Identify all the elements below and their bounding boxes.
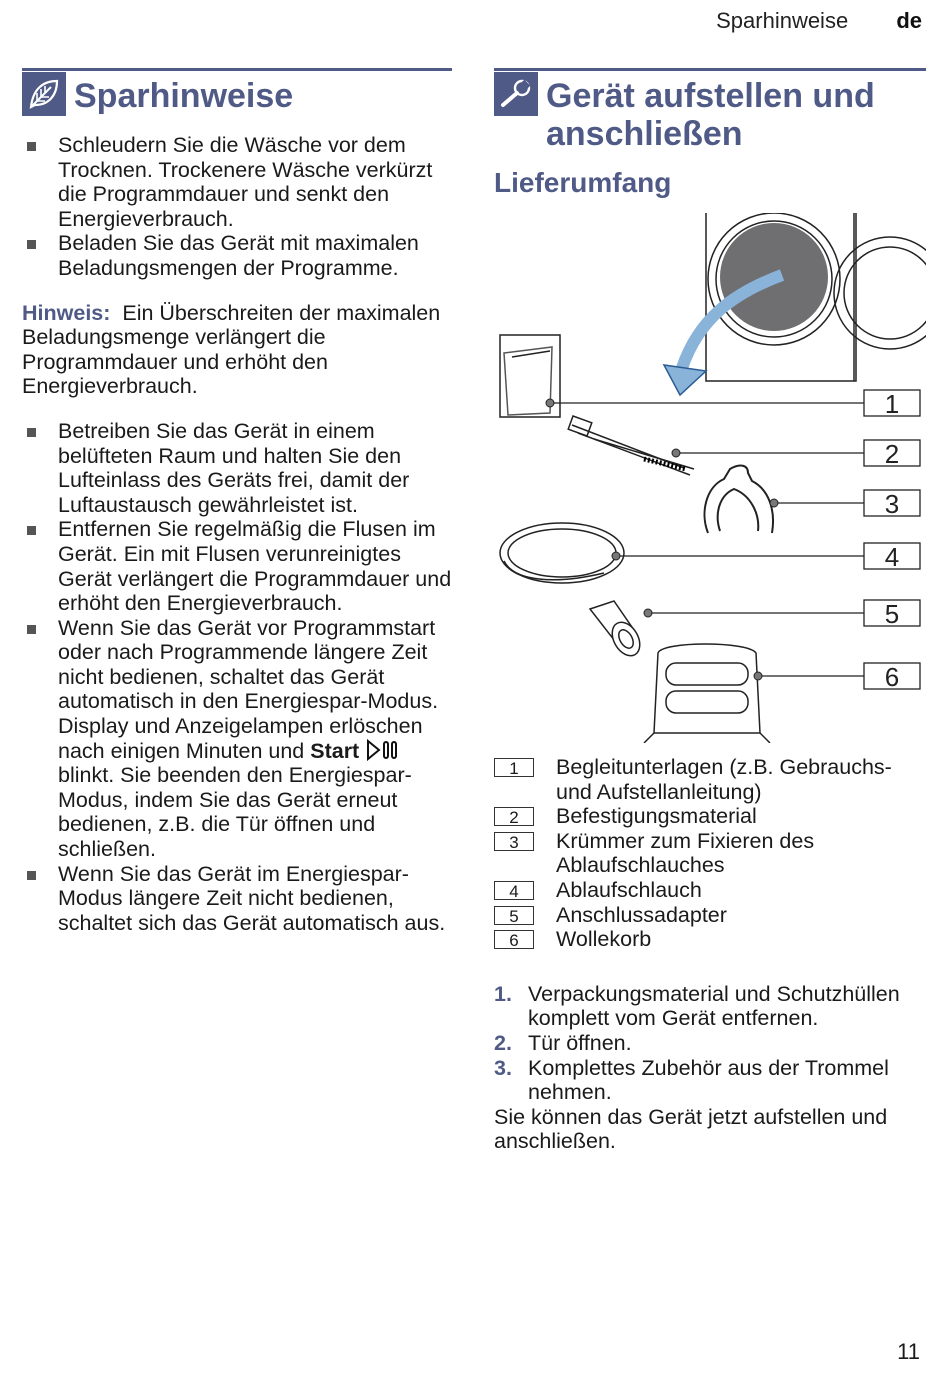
legend-text: Wollekorb: [556, 927, 652, 952]
leaf-icon: [22, 72, 66, 116]
saving-tips-2: [22, 419, 452, 935]
callout-label: 3: [884, 489, 900, 519]
legend-row: [494, 804, 926, 829]
unpacking-steps: [494, 982, 926, 1154]
hint-label: Hinweis:: [22, 300, 111, 325]
step-number: 2.: [494, 1030, 512, 1055]
step-item: [494, 1031, 926, 1056]
list-item-text: blinkt. Sie beenden den Energiespar-Modus, indem Sie das Gerät erneut bedienen, z.B. die Tür öffnen und schließen.: [58, 763, 412, 862]
section-title-line: Gerät aufstellen und: [546, 77, 875, 115]
section-heading-saving: [22, 68, 452, 115]
legend-text: Befestigungsmaterial: [556, 804, 757, 829]
callout-boxes: [864, 390, 920, 689]
step-item: [494, 1056, 926, 1105]
callout-label: 6: [884, 662, 900, 692]
legend-number: 3: [494, 832, 534, 851]
list-item: [22, 616, 452, 862]
cable-ties-drawing: [568, 416, 694, 475]
leader-dots: [546, 399, 778, 680]
callout-label: 4: [884, 542, 900, 572]
right-column: [494, 68, 926, 1154]
list-item-text: Wenn Sie das Gerät vor Programmstart oder nach Programmende längere Zeit nicht bedienen, schaltet das Gerät automatisch in den Energiespar-Modus. Display und Anzeigelampen erlöschen nach einigen Minuten und: [58, 615, 439, 763]
legend-text: Krümmer zum Fixieren des Ablaufschlauches: [556, 828, 815, 878]
saving-tips-1: [22, 133, 452, 281]
section-heading-installation: [494, 68, 926, 153]
wrench-icon: [494, 72, 538, 116]
header-section: Sparhinweise: [716, 8, 849, 33]
step-text: Verpackungsmaterial und Schutzhüllen komplett vom Gerät entfernen.: [528, 981, 900, 1031]
hint-text: Ein Überschreiten der maximalen Beladungsmenge verlängert die Programmdauer und erhöht den Energieverbrauch.: [22, 300, 441, 399]
section-title-line: anschließen: [546, 115, 743, 153]
drain-hose-drawing: [500, 523, 624, 583]
list-item: Schleudern Sie die Wäsche vor dem Trocknen. Trockenere Wäsche verkürzt die Programmdauer und senkt den Energieverbrauch.: [22, 133, 452, 231]
list-item: Beladen Sie das Gerät mit maximalen Beladungsmengen der Programme.: [22, 231, 452, 280]
step-text: Komplettes Zubehör aus der Trommel nehmen.: [528, 1055, 889, 1105]
list-item: Betreiben Sie das Gerät in einem belüfteten Raum und halten Sie den Lufteinlass des Geräts frei, damit der Luftaustausch gewährleistet ist.: [22, 419, 452, 517]
header-language: de: [896, 8, 922, 33]
step-text: Tür öffnen.: [528, 1030, 632, 1055]
list-item: Entfernen Sie regelmäßig die Flusen im Gerät. Ein mit Flusen verunreinigtes Gerät verlängert die Programmdauer und erhöht den Energieverbrauch.: [22, 517, 452, 615]
legend-list: [494, 755, 926, 952]
subsection-title: Lieferumfang: [494, 167, 672, 198]
section-title: [546, 71, 926, 153]
legend-row: [494, 829, 926, 878]
legend-number: 5: [494, 906, 534, 925]
page-number: 11: [897, 1339, 920, 1364]
adapter-drawing: [590, 601, 645, 661]
callout-label: 5: [884, 599, 900, 629]
list-item: Wenn Sie das Gerät im Energiespar-Modus längere Zeit nicht bedienen, schaltet sich das Gerät automatisch aus.: [22, 862, 452, 936]
legend-number: 1: [494, 758, 534, 777]
start-pause-icon: [365, 739, 401, 761]
hose-bend-drawing: [705, 466, 773, 533]
callout-label: 1: [884, 389, 900, 419]
step-number: 1.: [494, 981, 512, 1006]
leader-lines: [550, 403, 864, 676]
hint-paragraph: [22, 301, 452, 399]
legend-number: 6: [494, 930, 534, 949]
arrowhead-icon: [664, 365, 706, 395]
legend-text: Anschlussadapter: [556, 902, 727, 927]
legend-row: [494, 927, 926, 952]
legend-row: [494, 755, 926, 804]
legend-number: 4: [494, 881, 534, 900]
legend-row: [494, 903, 926, 928]
left-column: [22, 68, 452, 935]
closing-paragraph: Sie können das Gerät jetzt aufstellen und anschließen.: [494, 1104, 888, 1154]
legend-number: 2: [494, 807, 534, 826]
start-label: Start: [310, 738, 360, 763]
step-number: 3.: [494, 1055, 512, 1080]
delivery-contents-illustration: [494, 213, 926, 743]
step-item: [494, 982, 926, 1031]
legend-row: [494, 878, 926, 903]
callout-label: 2: [884, 439, 900, 469]
legend-text: Begleitunterlagen (z.B. Gebrauchs- und Aufstellanleitung): [556, 755, 892, 804]
section-title: Sparhinweise: [74, 77, 294, 115]
wool-basket-drawing: [644, 644, 770, 743]
running-header: [716, 8, 922, 34]
legend-text: Ablaufschlauch: [556, 877, 702, 902]
illustration-svg: [494, 213, 926, 743]
